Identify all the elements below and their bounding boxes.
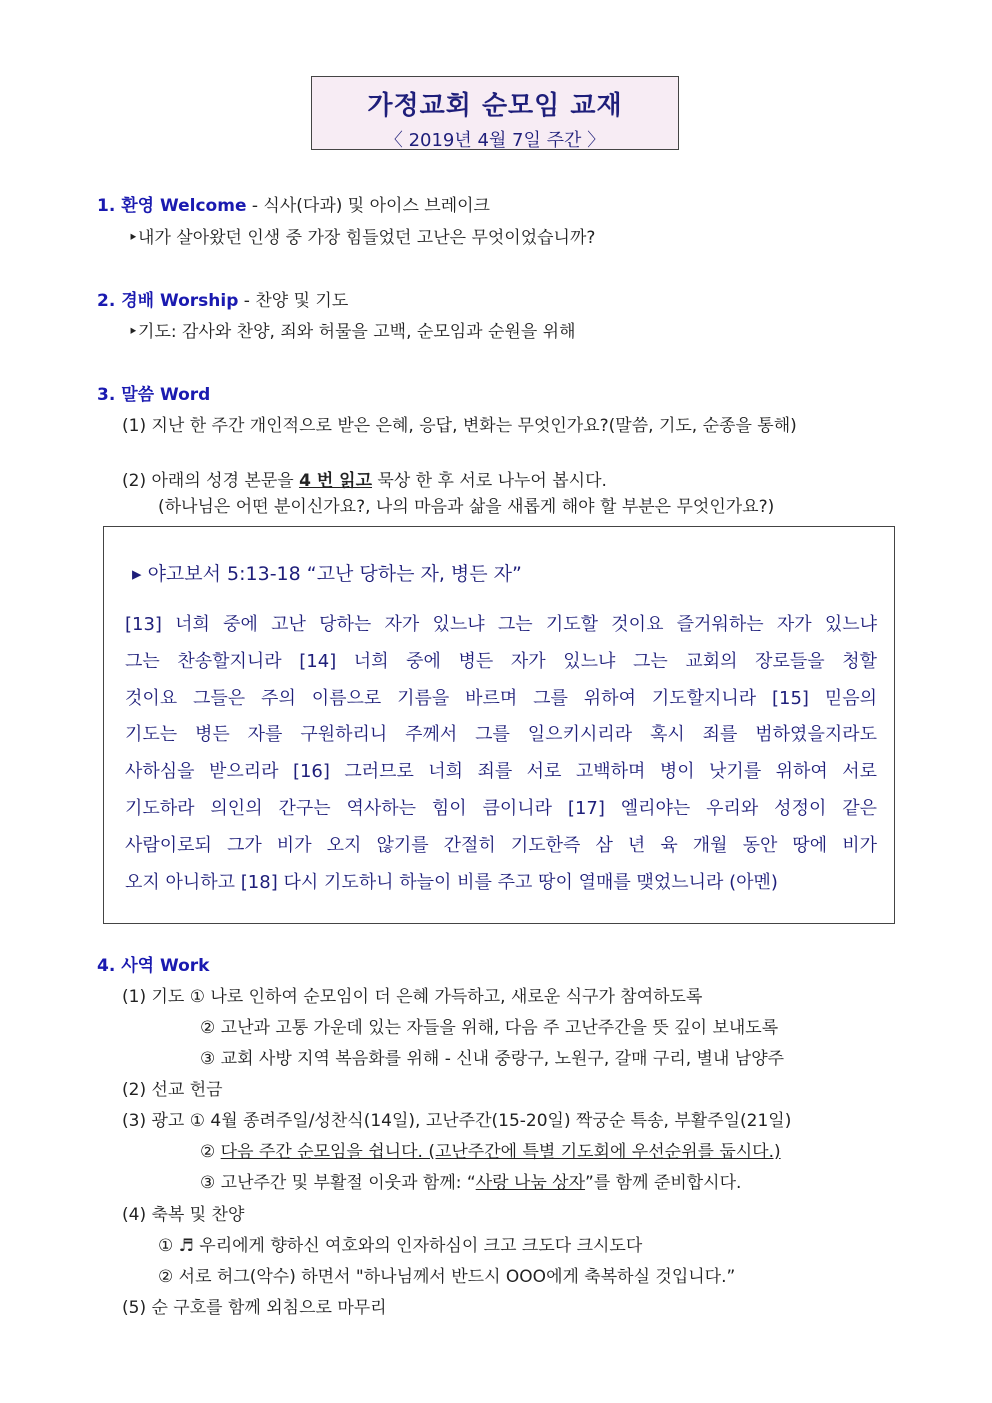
page-subtitle: 〈 2019년 4월 7일 주간 〉: [384, 130, 606, 151]
word-question-1: (1) 지난 한 주간 개인적으로 받은 은혜, 응답, 변화는 무엇인가요?(말씀, 기도, 순종을 통해): [122, 416, 797, 436]
section-welcome-heading: [97, 191, 490, 216]
work-prayer-1: (1) 기도 ① 나로 인하여 순모임이 더 은혜 가득하고, 새로운 식구가 참여하도록: [122, 987, 703, 1007]
work-title: 4. 사역 Work: [97, 956, 210, 976]
scripture-line: [13] 너희 중에 고난 당하는 자가 있느냐 그는 기도할 것이요 즐거워하는 자가 있느냐: [125, 614, 877, 635]
word-q2-emphasis: 4 번 읽고: [299, 471, 373, 491]
work-announce-2: [200, 1137, 781, 1162]
word-q2-pre: (2) 아래의 성경 본문을: [122, 471, 300, 491]
word-question-2: [122, 466, 607, 491]
work-prayer-3: ③ 교회 사방 지역 복음화를 위해 - 신내 중랑구, 노원구, 갈매 구리, 별내 남양주: [200, 1049, 785, 1069]
scripture-box: [103, 526, 895, 924]
work-offering: (2) 선교 헌금: [122, 1080, 223, 1100]
scripture-reference: ▸ 야고보서 5:13-18 “고난 당하는 자, 병든 자”: [132, 563, 522, 585]
page-title: 가정교회 순모임 교재: [367, 91, 623, 121]
scripture-line: 그는 찬송할지니라 [14] 너희 중에 병든 자가 있느냐 그는 교회의 장로들을 청할: [125, 650, 877, 672]
word-q2-post: 묵상 한 후 서로 나누어 봅시다.: [372, 471, 607, 491]
work-announce-2-num: ②: [200, 1142, 221, 1162]
word-title: 3. 말씀 Word: [97, 385, 211, 405]
worship-title: 2. 경배 Worship: [97, 291, 239, 311]
work-blessing-1: ① ♬ 우리에게 향하신 여호와의 인자하심이 크고 크도다 크시도다: [158, 1236, 643, 1256]
scripture-line: 사하심을 받으리라 [16] 그러므로 너희 죄를 서로 고백하며 병이 낫기를 위하여 서로: [125, 761, 877, 783]
work-announce-3-post: ”를 함께 준비합시다.: [585, 1173, 742, 1193]
section-word-heading: [97, 380, 210, 405]
work-blessing: (4) 축복 및 찬양: [122, 1205, 245, 1225]
scripture-line: 기도는 병든 자를 구원하리니 주께서 그를 일으키시리라 혹시 죄를 범하였을지라도: [125, 724, 877, 746]
scripture-line: 사람이로되 그가 비가 오지 않기를 간절히 기도한즉 삼 년 육 개월 동안 땅에 비가: [125, 834, 877, 856]
section-work-heading: [97, 951, 209, 976]
work-prayer-2: ② 고난과 고통 가운데 있는 자들을 위해, 다음 주 고난주간을 뜻 깊이 보내도록: [200, 1018, 779, 1038]
work-announce-3-pre: ③ 고난주간 및 부활절 이웃과 함께: “: [200, 1173, 476, 1193]
scripture-line: 기도하라 의인의 간구는 역사하는 힘이 큼이니라 [17] 엘리야는 우리와 성정이 같은: [125, 797, 877, 819]
welcome-title: 1. 환영 Welcome: [97, 196, 247, 216]
worship-item: ‣기도: 감사와 찬양, 죄와 허물을 고백, 순모임과 순원을 위해: [128, 322, 576, 342]
welcome-desc: - 식사(다과) 및 아이스 브레이크: [246, 196, 490, 216]
word-question-2-sub: (하나님은 어떤 분이신가요?, 나의 마음과 삶을 새롭게 해야 할 부분은 무엇인가요?): [158, 497, 775, 517]
scripture-line: 오지 아니하고 [18] 다시 기도하니 하늘이 비를 주고 땅이 열매를 맺었느니라 (아멘): [125, 871, 778, 893]
title-box: [311, 76, 679, 150]
worship-desc: - 찬양 및 기도: [238, 291, 349, 311]
work-announce-3-underline: 사랑 나눔 상자: [475, 1173, 586, 1193]
work-announce-3: [200, 1168, 741, 1193]
work-announce-1: (3) 광고 ① 4월 종려주일/성찬식(14일), 고난주간(15-20일) 짝궁순 특송, 부활주일(21일): [122, 1111, 792, 1131]
welcome-item: ‣내가 살아왔던 인생 중 가장 힘들었던 고난은 무엇이었습니까?: [128, 228, 596, 248]
work-blessing-2: ② 서로 허그(악수) 하면서 "하나님께서 반드시 OOO에게 축복하실 것입니다.”: [158, 1267, 736, 1287]
scripture-line: 것이요 그들은 주의 이름으로 기름을 바르며 그를 위하여 기도할지니라 [15] 믿음의: [125, 687, 877, 709]
scripture-text: [125, 607, 877, 901]
section-worship-heading: [97, 286, 348, 311]
work-announce-2-text: 다음 주간 순모임을 쉽니다. (고난주간에 특별 기도회에 우선순위를 둡시다.): [220, 1142, 781, 1162]
work-closing: (5) 순 구호를 함께 외침으로 마무리: [122, 1298, 387, 1318]
